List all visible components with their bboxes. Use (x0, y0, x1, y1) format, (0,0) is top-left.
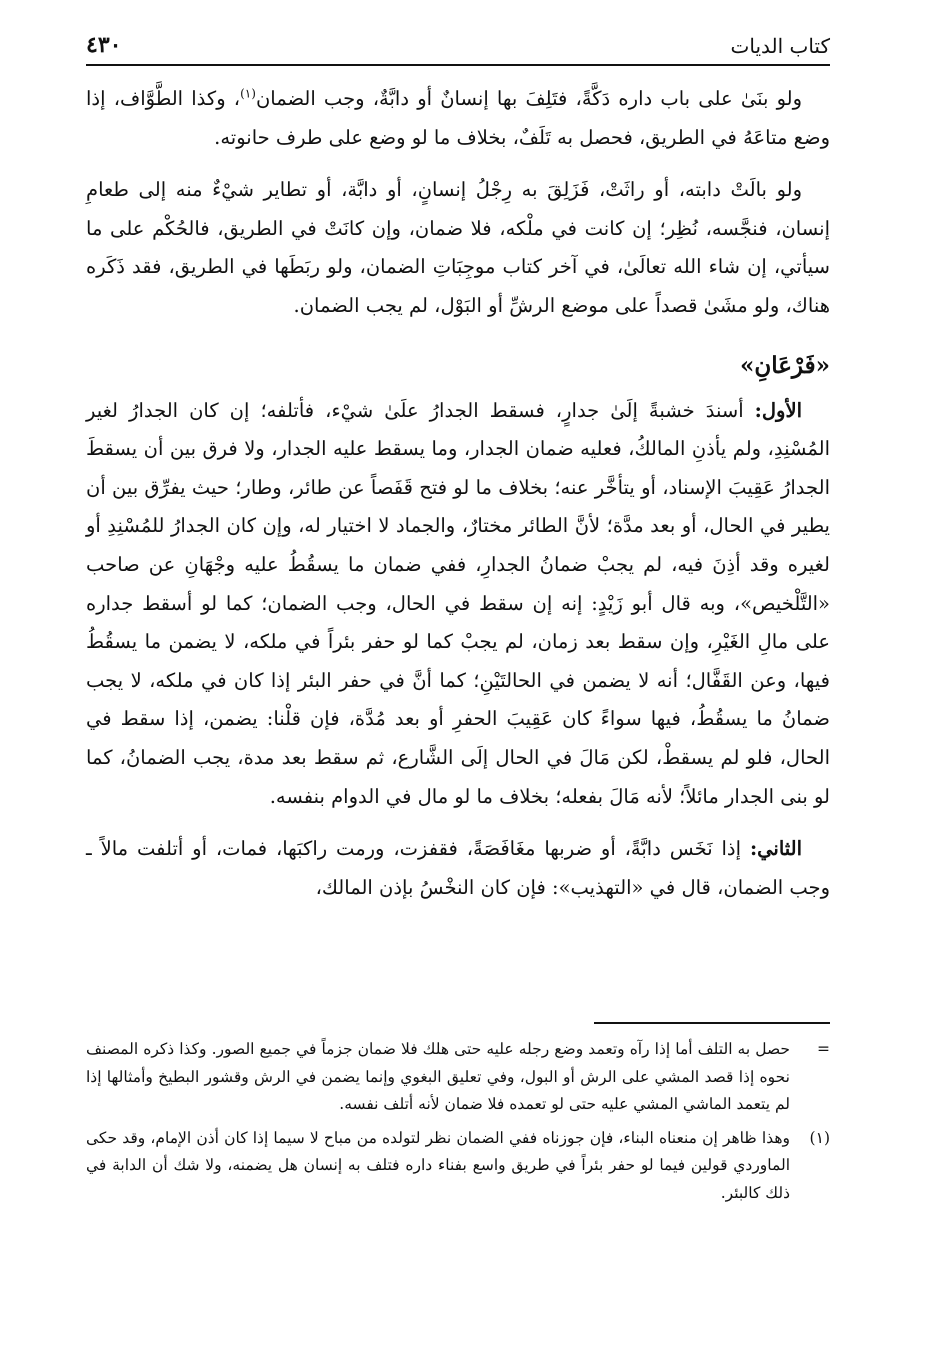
main-text (86, 80, 830, 907)
footnote-marker: = (817, 1040, 830, 1058)
paragraph-text: ، وكذا الطَّوَّاف، إذا وضع متاعَهُ في الطريق، فحصل به تَلَفٌ، بخلاف ما لو وضع على طرف حانوته. (86, 87, 830, 149)
footnote-text: حصل به التلف أما إذا رآه وتعمد وضع رجله عليه حتى هلك فلا ضمان جزماً في جميع الصور. وكذا ذكره المصنف نحوه إذا قصد المشي على الرش أو البول، وفي تعليق البغوي وإنما يضمن في الرش وقشور البطيخ وأمثالها إذا لم يتعمد الماشي المشي عليه حتى لو تعمده فلا ضمان لأنه أتلف نفسه. (86, 1040, 790, 1114)
paragraph (86, 830, 830, 907)
footnotes (86, 1036, 830, 1214)
footnote-marker: (١) (809, 1128, 830, 1147)
footnote-text: وهذا ظاهر إن منعناه البناء، فإن جوزناه ففي الضمان نظر لتولده من مباح لا سيما إذا كان أذن الإمام، وقد حكى الماوردي قولين فيما لو حفر بئراً في طريق واسع بفناء داره فتلف به إنسان هل يضمنه، ولا شك أن الدابة في ذلك كالبئر. (86, 1128, 790, 1202)
section-lead: الأول: (754, 398, 802, 422)
page-header (86, 28, 830, 66)
footnote (86, 1125, 830, 1208)
paragraph-text: ولو بنَىٰ على باب داره دَكَّةً، فتَلِفَ بها إنسانٌ أو دابَّةٌ، وجب الضمان (255, 87, 803, 110)
page-number: ٤٣٠ (86, 32, 122, 58)
section-lead: الثاني: (749, 837, 803, 861)
footnote (86, 1036, 830, 1119)
footnote-reference: (١) (240, 86, 256, 101)
section-title: «فَرْعَانِ» (739, 351, 830, 379)
paragraph: ولو بالَتْ دابته، أو راثَتْ، فَزَلِقَ به رِجْلُ إنسانٍ، أو دابَّة، أو تطاير شيْءٌ منه إلى طعامِ إنسان، فنجَّسه، نُظِر؛ إن كانت في ملْكه، فلا ضمان، وإن كانَتْ في الطريق، فالحُكْم على ما سيأتي، إن شاء الله تعالَىٰ، في آخر كتاب موجِبَاتِ الضمان، ولو ربَطَها في الطريق، فقد ذَكَره هناك، ولو مشَىٰ قصداً على موضع الرشِّ أو البَوْل، لم يجب الضمان. (86, 178, 830, 317)
paragraph-text: أسندَ خشبةً إلَىٰ جدارٍ، فسقط الجدارُ علَىٰ شيْء، فأتلفه؛ إن كان الجدارُ لغير المُسْنِدِ، ولم يأذنِ المالكُ، فعليه ضمان الجدار، وما يسقط عليه الجدار، ولا فرق بين أن يسقطَ الجدارُ عَقِيبَ الإسناد، أو يتأخَّر عنه؛ بخلاف ما لو فتح قَفَصاً عن طائر، وطار؛ حيث يفرِّق بين أن يطير في الحال، أو بعد مدَّة؛ لأنَّ الطائر مختارٌ، والجماد لا اختيار له، وإن كان الجدارُ للمُسْنِدِ أو لغيره وقد أذِنَ فيه، لم يجبْ ضمانُ الجدارِ، ففي ضمان ما يسقُطُ عليه وجْهَانِ عن صاحب «التَّلْخيص»، وبه قال أبو زَيْدٍ: إنه إن سقط في الحال، وجب الضمان؛ كما لو أسقط جداره على مالِ الغَيْرِ، وإن سقط بعد زمان، لم يجبْ كما لو حفر بئراً في ملكه، لا يضمن ما يسقُطُ فيها، وعن القَفَّال؛ أنه لا يضمن في الحالتَيْنِ؛ كما أنَّ في حفر البئر إذا كان في ملكه، لا يجب ضمانُ ما يسقُطُ، فيها سواءً كان عَقِيبَ الحفرِ أو بعد مُدَّة، فإن قلْنا: يضمن، إذا سقط في الحال، فلو لم يسقطْ، لكن مَالَ في الحال إلَى الشَّارع، ثم سقط بعد مدة، يجب الضمانُ، كما لو بنى الجدار مائلاً؛ لأنه مَالَ بفعله؛ بخلاف ما لو مال في الدوام بنفسه. (86, 398, 830, 808)
paragraph (86, 392, 830, 817)
paragraph (86, 80, 830, 157)
running-title: كتاب الديات (730, 34, 830, 58)
paragraph-text: إذا نَخَس دابَّةً، أو ضربها مغَافَصَةً، فقفزت، ورمت راكبَها، فمات، أو أتلفت مالاً ـ وجب الضمان، قال في «التهذيب»: فإن كان النخْسُ بإذن المالك، (86, 837, 830, 899)
